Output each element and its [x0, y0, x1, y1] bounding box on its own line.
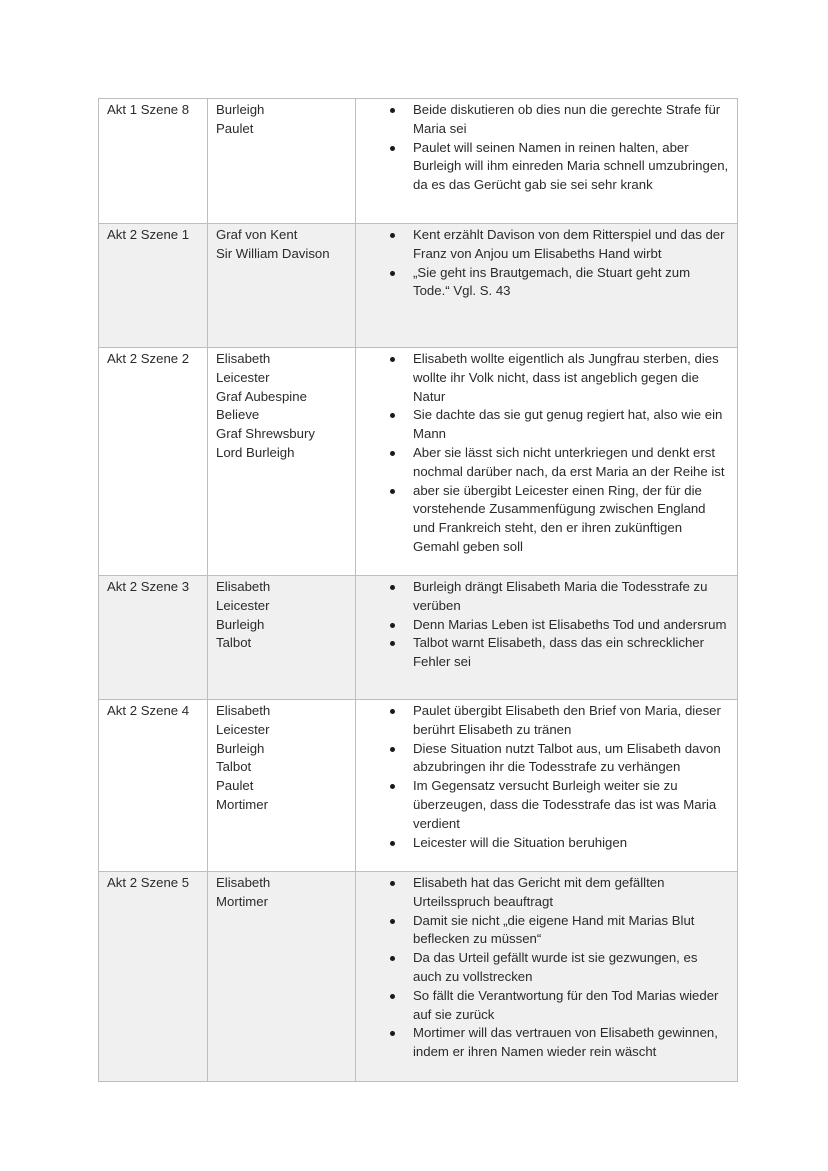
characters-cell [208, 576, 356, 700]
table-row [99, 872, 738, 1082]
notes-list [356, 99, 737, 195]
list-item: Im Gegensatz versucht Burleigh weiter sie zu überzeugen, dass die Todesstrafe das ist was Maria verdient [413, 777, 729, 833]
character-name: Graf von Kent [216, 227, 298, 242]
list-item: Kent erzählt Davison von dem Ritterspiel und das der Franz von Anjou um Elisabeths Hand wirbt [413, 226, 729, 264]
list-item: Mortimer will das vertrauen von Elisabeth gewinnen, indem er ihren Namen wieder rein wäscht [413, 1024, 729, 1062]
table-row [99, 348, 738, 576]
character-name: Paulet [216, 120, 254, 136]
act-cell [99, 872, 208, 1082]
act-cell [99, 348, 208, 576]
character-list [208, 872, 355, 912]
table-row [99, 224, 738, 348]
act-label: Akt 1 Szene 8 [107, 102, 190, 117]
notes-list [356, 576, 737, 672]
character-name: Paulet [216, 778, 254, 794]
scene-table-body [99, 99, 738, 1082]
table-row [99, 700, 738, 872]
notes-cell [356, 872, 738, 1082]
character-list [208, 700, 355, 815]
characters-cell [208, 348, 356, 576]
character-name: Burleigh [216, 616, 265, 632]
character-name: Sir William Davison [216, 245, 330, 261]
character-name: Graf Shrewsbury [216, 426, 315, 442]
list-item: „Sie geht ins Brautgemach, die Stuart geht zum Tode.“ Vgl. S. 43 [413, 264, 729, 302]
character-name: Leicester [216, 721, 270, 737]
character-name: Talbot [216, 759, 252, 775]
character-name: Burleigh [216, 740, 265, 756]
table-row [99, 576, 738, 700]
list-item: Sie dachte das sie gut genug regiert hat, also wie ein Mann [413, 406, 729, 444]
list-item: Leicester will die Situation beruhigen [413, 834, 729, 853]
scene-table [98, 98, 738, 1082]
list-item: Damit sie nicht „die eigene Hand mit Marias Blut beflecken zu müssen“ [413, 912, 729, 950]
character-name: Graf Aubespine [216, 388, 307, 404]
notes-cell [356, 99, 738, 224]
act-label: Akt 2 Szene 5 [107, 875, 190, 890]
character-name: Talbot [216, 635, 252, 651]
list-item: Da das Urteil gefällt wurde ist sie gezwungen, es auch zu vollstrecken [413, 949, 729, 987]
characters-cell [208, 700, 356, 872]
act-label: Akt 2 Szene 3 [107, 579, 190, 594]
character-name: Elisabeth [216, 579, 271, 594]
act-label: Akt 2 Szene 2 [107, 351, 190, 366]
notes-cell [356, 224, 738, 348]
notes-list [356, 872, 737, 1062]
list-item: aber sie übergibt Leicester einen Ring, der für die vorstehende Zusammenfügung zwischen England und Frankreich steht, den er ihren zukünftigen Gemahl geben soll [413, 482, 729, 557]
character-name: Elisabeth [216, 875, 271, 890]
characters-cell [208, 99, 356, 224]
notes-cell [356, 348, 738, 576]
notes-cell [356, 700, 738, 872]
act-cell [99, 224, 208, 348]
character-list [208, 99, 355, 139]
list-item: Beide diskutieren ob dies nun die gerechte Strafe für Maria sei [413, 101, 729, 139]
list-item: Paulet will seinen Namen in reinen halten, aber Burleigh will ihm einreden Maria schnell umzubringen, da es das Gerücht gab sie sei sehr krank [413, 139, 729, 195]
character-name: Elisabeth [216, 351, 271, 366]
list-item: Paulet übergibt Elisabeth den Brief von Maria, dieser berührt Elisabeth zu tränen [413, 702, 729, 740]
list-item: Talbot warnt Elisabeth, dass das ein schrecklicher Fehler sei [413, 634, 729, 672]
character-name: Lord Burleigh [216, 444, 295, 460]
character-name: Elisabeth [216, 703, 271, 718]
list-item: Aber sie lässt sich nicht unterkriegen und denkt erst nochmal darüber nach, da erst Maria an der Reihe ist [413, 444, 729, 482]
character-name: Believe [216, 407, 260, 423]
act-label: Akt 2 Szene 4 [107, 703, 190, 718]
character-name: Mortimer [216, 893, 269, 909]
act-label: Akt 2 Szene 1 [107, 227, 190, 242]
notes-list [356, 348, 737, 557]
character-name: Mortimer [216, 796, 269, 812]
character-name: Leicester [216, 597, 270, 613]
table-row [99, 99, 738, 224]
notes-list [356, 224, 737, 301]
act-cell [99, 99, 208, 224]
character-name: Burleigh [216, 102, 265, 117]
characters-cell [208, 224, 356, 348]
list-item: Diese Situation nutzt Talbot aus, um Elisabeth davon abzubringen ihr die Todesstrafe zu verhängen [413, 740, 729, 778]
notes-cell [356, 576, 738, 700]
act-cell [99, 700, 208, 872]
characters-cell [208, 872, 356, 1082]
character-list [208, 224, 355, 264]
character-list [208, 576, 355, 653]
character-list [208, 348, 355, 463]
list-item: Elisabeth hat das Gericht mit dem gefällten Urteilsspruch beauftragt [413, 874, 729, 912]
notes-list [356, 700, 737, 852]
list-item: Denn Marias Leben ist Elisabeths Tod und andersrum [413, 616, 729, 635]
character-name: Leicester [216, 369, 270, 385]
act-cell [99, 576, 208, 700]
list-item: Elisabeth wollte eigentlich als Jungfrau sterben, dies wollte ihr Volk nicht, dass ist angeblich gegen die Natur [413, 350, 729, 406]
list-item: So fällt die Verantwortung für den Tod Marias wieder auf sie zurück [413, 987, 729, 1025]
list-item: Burleigh drängt Elisabeth Maria die Todesstrafe zu verüben [413, 578, 729, 616]
